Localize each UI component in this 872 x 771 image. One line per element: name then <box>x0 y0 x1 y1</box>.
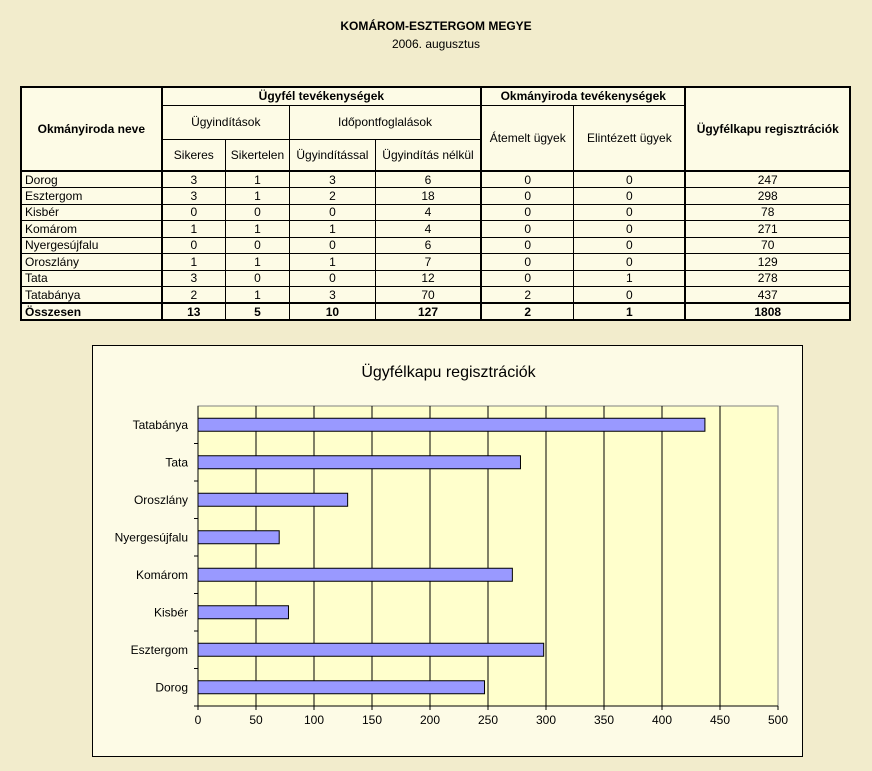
category-label: Oroszlány <box>133 492 188 507</box>
atemelt-cell: 0 <box>481 204 574 221</box>
category-label: Tatabánya <box>132 417 188 432</box>
nelkul-cell: 6 <box>375 171 481 188</box>
chart-panel <box>92 345 803 757</box>
atemelt-cell: 0 <box>481 221 574 238</box>
header-office-activities: Okmányiroda tevékenységek <box>481 87 685 105</box>
office-name-cell: Nyergesújfalu <box>21 237 162 254</box>
ugyfelkapu-cell: 278 <box>685 270 850 287</box>
sikertelen-cell: 1 <box>226 221 290 238</box>
bar <box>198 493 348 506</box>
table-row <box>21 270 850 287</box>
ugyinditassal-cell: 3 <box>289 287 375 304</box>
ugyfelkapu-cell: 437 <box>757 287 778 302</box>
header-client-activities: Ügyfél tevékenységek <box>162 87 481 105</box>
header-office-name: Okmányiroda neve <box>21 87 162 171</box>
header-appointments: Időpontfoglalások <box>289 105 481 139</box>
elintezett-cell: 0 <box>574 188 686 205</box>
x-tick-label: 0 <box>194 713 202 727</box>
x-tick-label: 350 <box>593 713 615 727</box>
report-subtitle: 2006. augusztus <box>391 37 481 51</box>
total-elintezett-cell: 1 <box>574 303 686 320</box>
ugyfelkapu-cell: 271 <box>685 221 850 238</box>
ugyfelkapu-cell: 129 <box>685 254 850 271</box>
atemelt-cell: 0 <box>481 237 574 254</box>
sikertelen-cell: 0 <box>226 204 290 221</box>
bar <box>198 606 288 619</box>
total-atemelt-cell: 2 <box>481 303 574 320</box>
x-tick-label: 50 <box>249 713 263 727</box>
ugyfelkapu-cell: 70 <box>685 237 850 254</box>
atemelt-cell: 0 <box>481 171 574 188</box>
x-tick-label: 150 <box>361 713 383 727</box>
sikeres-cell: 1 <box>162 221 226 238</box>
total-ugyfelkapu-cell: 1808 <box>685 303 850 320</box>
x-tick-label: 500 <box>767 713 789 727</box>
elintezett-cell: 0 <box>574 287 686 304</box>
header-without-case-start: Ügyindítás nélkül <box>375 139 481 171</box>
sikertelen-cell: 0 <box>226 270 290 287</box>
nelkul-cell: 4 <box>375 221 481 238</box>
sikeres-cell: 1 <box>162 254 226 271</box>
nelkul-cell: 6 <box>375 237 481 254</box>
table-row <box>21 188 850 205</box>
header-transferred: Átemelt ügyek <box>481 105 574 171</box>
x-tick-label: 400 <box>651 713 673 727</box>
ugyfelkapu-cell: 247 <box>685 171 850 188</box>
header-completed: Elintézett ügyek <box>574 105 686 171</box>
table-row <box>21 171 850 188</box>
bar <box>198 681 485 694</box>
sikeres-cell: 0 <box>162 237 226 254</box>
category-label: Komárom <box>135 567 188 582</box>
total-nelkul-cell: 127 <box>375 303 481 320</box>
ugyinditassal-cell: 0 <box>289 270 375 287</box>
nelkul-cell: 7 <box>375 254 481 271</box>
elintezett-cell: 0 <box>574 204 686 221</box>
category-label: Dorog <box>155 680 188 695</box>
sikertelen-cell: 1 <box>226 188 290 205</box>
table-row <box>21 237 850 254</box>
total-sikertelen-cell: 5 <box>226 303 290 320</box>
sikertelen-cell: 1 <box>226 171 290 188</box>
elintezett-cell: 1 <box>574 270 686 287</box>
office-name-cell: Kisbér <box>21 204 162 221</box>
category-label: Tata <box>165 455 188 470</box>
ugyfelkapu-cell: 298 <box>685 188 850 205</box>
office-name-cell: Tatabánya <box>21 287 162 304</box>
ugyinditassal-cell: 1 <box>289 254 375 271</box>
office-name-cell: Komárom <box>21 221 162 238</box>
sikertelen-cell: 1 <box>226 287 290 304</box>
header-case-starts: Ügyindítások <box>162 105 290 139</box>
elintezett-cell: 0 <box>574 254 686 271</box>
ugyinditassal-cell: 2 <box>289 188 375 205</box>
ugyinditassal-cell: 3 <box>289 171 375 188</box>
nelkul-cell: 70 <box>375 287 481 304</box>
total-ugyinditassal-cell: 10 <box>289 303 375 320</box>
elintezett-cell: 0 <box>574 171 686 188</box>
table-row <box>21 221 850 238</box>
bar <box>198 456 520 469</box>
table-row <box>21 254 850 271</box>
bar <box>198 531 279 544</box>
elintezett-cell: 0 <box>574 221 686 238</box>
nelkul-cell: 18 <box>375 188 481 205</box>
sikeres-cell: 3 <box>162 171 226 188</box>
table-row <box>21 287 850 304</box>
x-tick-label: 300 <box>535 713 557 727</box>
atemelt-cell: 2 <box>481 287 574 304</box>
category-label: Esztergom <box>130 642 188 657</box>
ugyinditassal-cell: 1 <box>289 221 375 238</box>
sikeres-cell: 0 <box>162 204 226 221</box>
chart-title: Ügyfélkapu regisztrációk <box>361 364 536 381</box>
atemelt-cell: 0 <box>481 188 574 205</box>
header-unsuccessful: Sikertelen <box>226 139 290 171</box>
header-with-case-start: Ügyindítással <box>289 139 375 171</box>
x-tick-label: 100 <box>303 713 325 727</box>
report-title: KOMÁROM-ESZTERGOM MEGYE <box>340 19 532 33</box>
bar <box>198 643 544 656</box>
office-name-cell: Dorog <box>21 171 162 188</box>
nelkul-cell: 12 <box>375 270 481 287</box>
nelkul-cell: 4 <box>375 204 481 221</box>
sikertelen-cell: 0 <box>226 237 290 254</box>
category-label: Nyergesújfalu <box>114 530 188 545</box>
office-name-cell: Oroszlány <box>21 254 162 271</box>
sikeres-cell: 2 <box>162 287 226 304</box>
ugyinditassal-cell: 0 <box>289 204 375 221</box>
office-name-cell: Tata <box>21 270 162 287</box>
bar <box>198 418 705 431</box>
atemelt-cell: 0 <box>481 254 574 271</box>
sikertelen-cell: 1 <box>226 254 290 271</box>
atemelt-cell: 0 <box>481 270 574 287</box>
header-ugyfelkapu: Ügyfélkapu regisztrációk <box>685 87 850 171</box>
table-row <box>21 204 850 221</box>
ugyinditassal-cell: 0 <box>289 237 375 254</box>
category-label: Kisbér <box>153 605 188 620</box>
x-tick-label: 250 <box>477 713 499 727</box>
x-tick-label: 450 <box>709 713 731 727</box>
elintezett-cell: 0 <box>574 237 686 254</box>
bar-chart <box>93 346 804 758</box>
office-name-cell: Esztergom <box>21 188 162 205</box>
office-activity-table <box>20 86 851 321</box>
ugyfelkapu-cell: 78 <box>685 204 850 221</box>
header-successful: Sikeres <box>162 139 226 171</box>
x-tick-label: 200 <box>419 713 441 727</box>
total-label: Összesen <box>21 303 162 320</box>
total-sikeres-cell: 13 <box>162 303 226 320</box>
sikeres-cell: 3 <box>162 188 226 205</box>
total-row <box>21 303 850 320</box>
sikeres-cell: 3 <box>162 270 226 287</box>
bar <box>198 568 512 581</box>
